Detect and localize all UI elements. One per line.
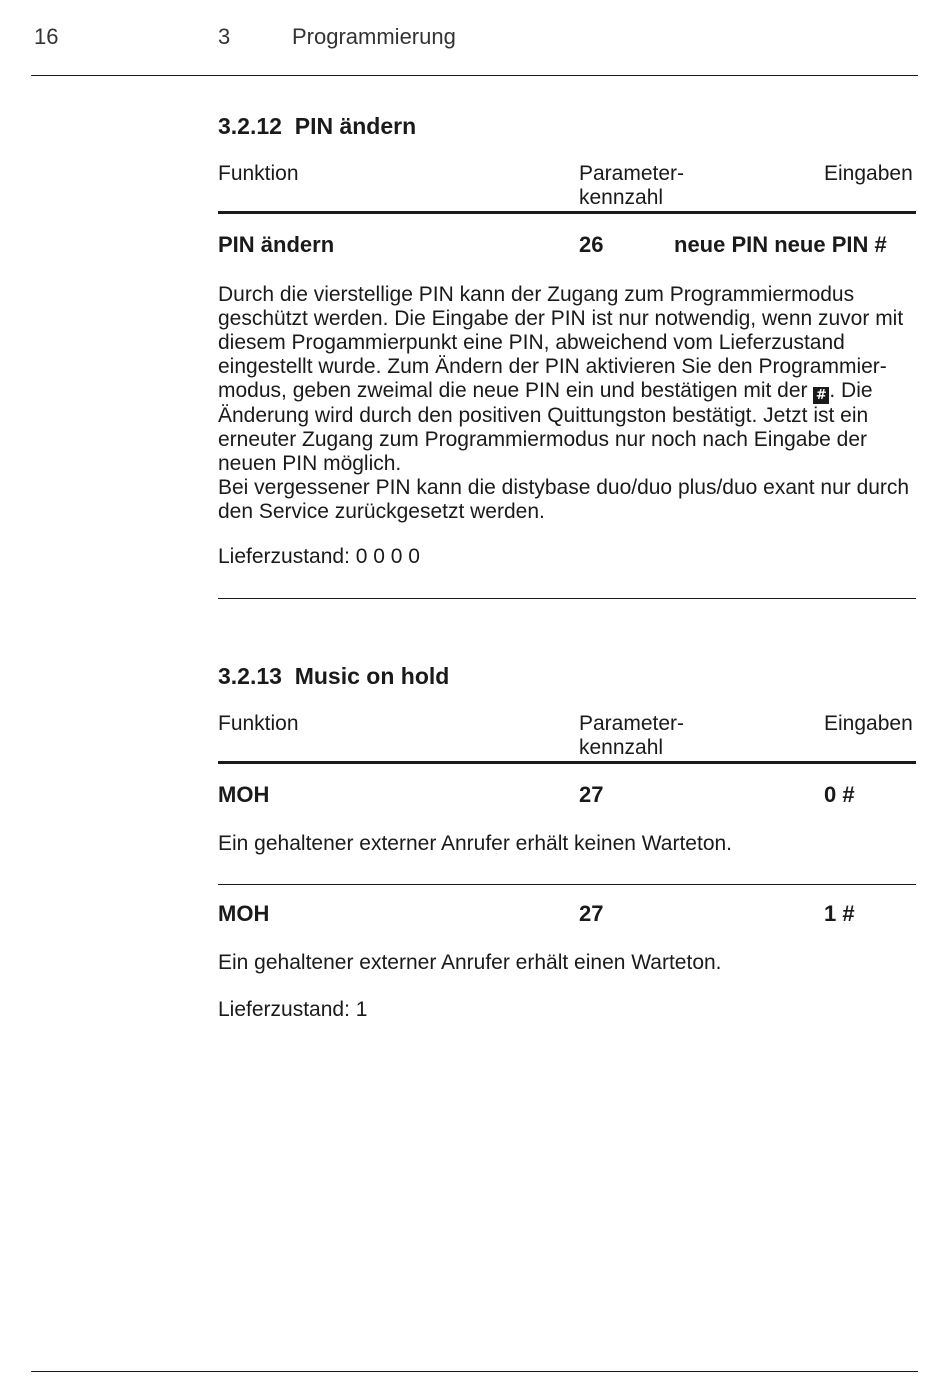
moh-row-divider [218,884,916,885]
hash-key-icon: # [813,387,829,404]
moh-col-head-param [579,712,684,760]
col-head-input: Eingaben [824,162,913,185]
moh-row-2-param: 27 [579,901,604,926]
col-head-param-line2: kennzahl [579,186,664,209]
pin-description [218,283,918,524]
moh-col-head-param-line2: kennzahl [579,736,664,759]
section-title-pin: 3.2.12 PIN ändern [218,113,417,139]
col-head-param-line1: Parameter- [579,162,685,185]
pin-description-paragraph [218,283,918,476]
moh-col-head-param-line1: Parameter- [579,712,685,735]
footer-divider [31,1371,918,1372]
col-head-function: Funktion [218,162,299,185]
moh-col-head-function: Funktion [218,712,299,735]
pin-text-before-key: Durch die vierstellige PIN kann der Zugang zum Programmiermodus geschützt werden. Die Eingabe der PIN ist nur notwendig, wenn zuvor mit diesem Progammierpunkt eine PIN, abweichend vom Lieferzustand eingestellt wurde. Zum Ändern der PIN aktivieren Sie den Programmier-modus, geben zweimal die neue PIN ein und bestätigen mit der [218,283,904,402]
moh-row-1-input: 0 # [824,782,855,807]
moh-row-2-description: Ein gehaltener externer Anrufer erhält einen Warteton. [218,951,722,974]
moh-row-2-function: MOH [218,901,270,926]
pin-reset-note: Bei vergessener PIN kann die distybase duo/duo plus/duo exant nur durch den Service zurückgesetzt werden. [218,476,910,523]
moh-table-head-rule [218,761,916,764]
section-divider [218,598,916,599]
pin-text-after-key: . Die Änderung wird durch den positiven Quittungston bestätigt. Jetzt ist ein erneuter Zugang zum Programmiermodus nur noch nach Eingabe der neuen PIN möglich. [218,379,873,475]
col-head-param [579,162,684,210]
moh-default: Lieferzustand: 1 [218,998,368,1021]
row-function: PIN ändern [218,232,335,257]
section-title-moh: 3.2.13 Music on hold [218,663,450,689]
chapter-title: Programmierung [292,24,456,49]
header-divider [31,75,918,76]
moh-row-1-function: MOH [218,782,270,807]
moh-row-2-input: 1 # [824,901,855,926]
row-param: 26 [579,232,604,257]
page-number: 16 [34,24,59,49]
moh-row-1-description: Ein gehaltener externer Anrufer erhält keinen Warteton. [218,832,733,855]
chapter-number: 3 [218,24,231,49]
table-head-rule [218,211,916,214]
pin-default: Lieferzustand: 0 0 0 0 [218,545,420,568]
moh-row-1-param: 27 [579,782,604,807]
row-input: neue PIN neue PIN # [674,232,887,257]
moh-col-head-input: Eingaben [824,712,913,735]
